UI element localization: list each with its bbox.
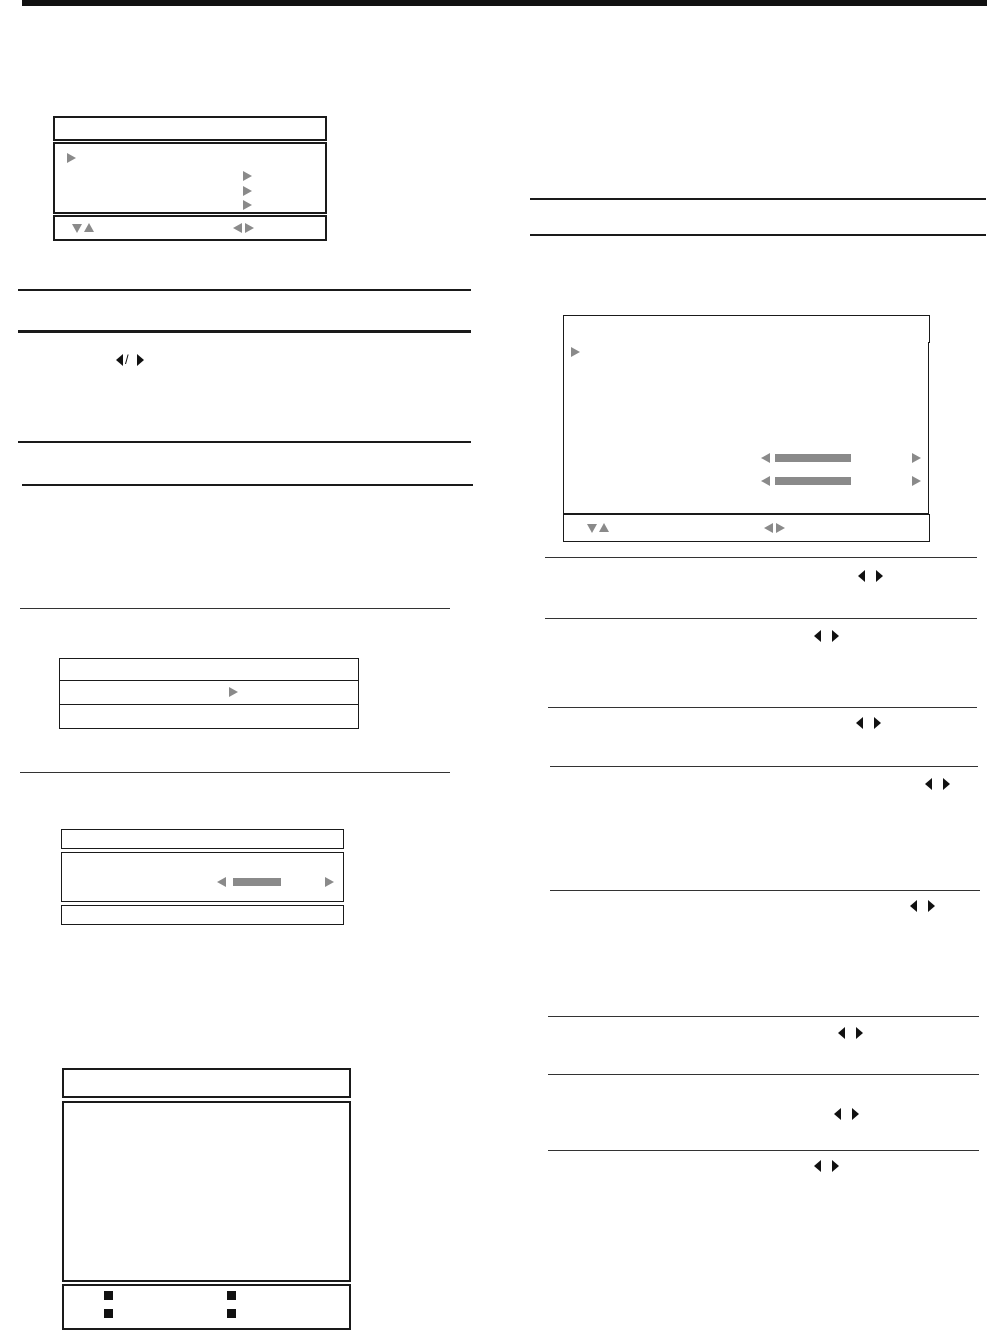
right-menu-body-box [563,342,929,514]
left-slider-bar [233,878,281,886]
divider-line [20,608,450,609]
divider-line [20,772,450,773]
triangle-right-icon [243,200,252,210]
right-slider-bar-1 [775,454,851,462]
black-triangle-left-icon [838,1027,845,1039]
triangle-right-icon [243,171,252,181]
triangle-left-icon [233,223,242,233]
triangle-right-icon [571,347,580,357]
black-square-icon [227,1291,236,1300]
black-triangle-right-icon [943,778,950,790]
right-menu-title-box [563,315,930,343]
black-triangle-left-icon [834,1108,841,1120]
section-rule [530,234,986,236]
menu2-body-box [59,680,359,705]
black-triangle-left-icon [116,354,123,366]
black-triangle-right-icon [876,570,883,582]
triangle-left-icon [761,476,770,486]
triangle-up-icon [599,523,609,532]
item-divider [548,1016,979,1017]
black-triangle-right-icon [852,1108,859,1120]
black-square-icon [227,1309,236,1318]
menu1-nav-box [53,215,327,241]
triangle-right-icon [243,186,252,196]
item-divider [548,1150,979,1151]
black-triangle-right-icon [137,354,144,366]
item-divider [550,766,978,767]
black-triangle-right-icon [856,1027,863,1039]
black-triangle-right-icon [874,717,881,729]
triangle-right-icon [912,476,921,486]
section-rule [530,198,986,200]
item-divider [550,890,980,891]
black-triangle-right-icon [928,900,935,912]
triangle-left-icon [761,453,770,463]
right-slider-bar-2 [775,477,851,485]
menu3-title-box [61,829,344,849]
triangle-up-icon [84,223,94,232]
triangle-left-icon [764,523,773,533]
triangle-right-icon [325,877,334,887]
menu1-body-box [53,142,327,214]
triangle-right-icon [67,153,76,163]
black-triangle-left-icon [814,630,821,642]
section-rule [18,289,471,291]
black-triangle-right-icon [832,630,839,642]
section-rule [22,484,473,486]
black-triangle-left-icon [925,778,932,790]
black-triangle-left-icon [910,900,917,912]
black-triangle-left-icon [856,717,863,729]
menu4-title-box [62,1068,351,1098]
triangle-right-icon [912,453,921,463]
black-triangle-left-icon [858,570,865,582]
triangle-right-icon [229,687,238,697]
right-menu-nav-box [563,514,930,542]
triangle-down-icon [72,224,82,233]
menu3-nav-box [61,905,344,925]
menu2-nav-box [59,704,359,729]
black-triangle-right-icon [832,1160,839,1172]
black-triangle-left-icon [814,1160,821,1172]
slash-separator: / [125,352,129,367]
section-rule [18,330,471,333]
triangle-left-icon [217,877,226,887]
triangle-down-icon [587,524,597,533]
item-divider [548,1074,979,1075]
item-divider [548,707,977,708]
menu3-body-box [61,852,344,902]
black-square-icon [104,1309,113,1318]
triangle-right-icon [245,223,254,233]
menu1-title-box [53,116,327,141]
section-rule [18,441,471,443]
item-divider [545,618,977,619]
menu2-title-box [59,658,359,681]
black-square-icon [104,1291,113,1300]
item-divider [545,557,977,558]
triangle-right-icon [776,523,785,533]
menu4-body-box [62,1101,351,1282]
top-header-bar [22,0,987,6]
